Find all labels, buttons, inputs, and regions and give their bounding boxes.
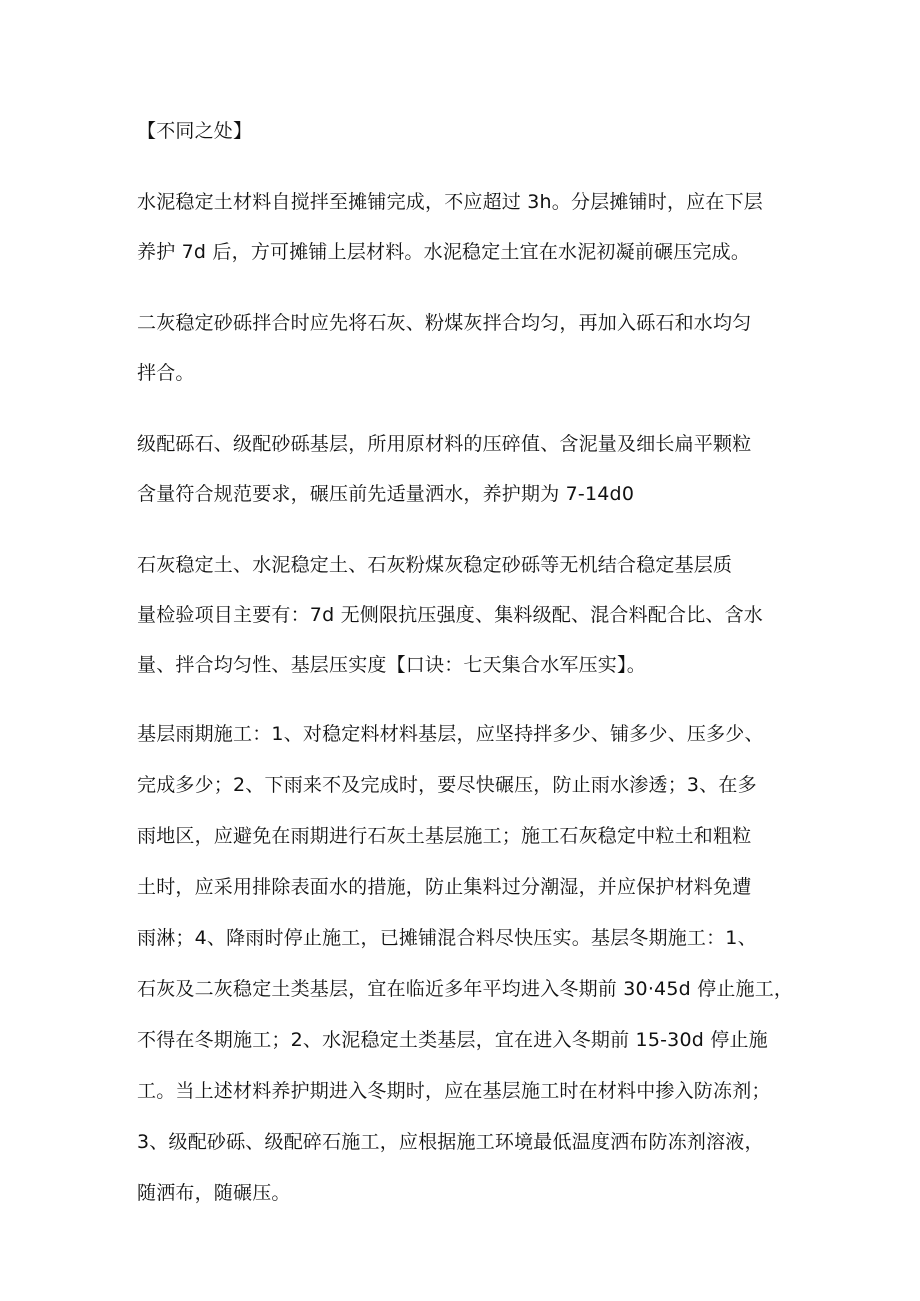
paragraph-1-line-1: 水泥稳定土材料自搅拌至摊铺完成，不应超过 3h。分层摊铺时，应在下层 (137, 191, 763, 213)
paragraph-5-line-1: 基层雨期施工：1、对稳定料材料基层，应坚持拌多少、铺多少、压多少、 (137, 723, 764, 745)
paragraph-5-line-6: 石灰及二灰稳定土类基层，宜在临近多年平均进入冬期前 30·45d 停止施工， (137, 978, 794, 1000)
paragraph-5-line-7: 不得在冬期施工；2、水泥稳定土类基层，宜在进入冬期前 15-30d 停止施 (137, 1029, 768, 1051)
paragraph-5-line-5: 雨淋；4、降雨时停止施工，已摊铺混合料尽快压实。基层冬期施工：1、 (137, 927, 757, 949)
section-heading: 【不同之处】 (137, 120, 253, 142)
paragraph-3-line-1: 级配砾石、级配砂砾基层，所用原材料的压碎值、含泥量及细长扁平颗粒 (137, 433, 752, 455)
paragraph-5-line-4: 土时，应采用排除表面水的措施，防止集料过分潮湿，并应保护材料免遭 (137, 876, 752, 898)
paragraph-3-line-2: 含量符合规范要求，碾压前先适量洒水，养护期为 7-14d0 (137, 483, 635, 505)
paragraph-5-line-2: 完成多少；2、下雨来不及完成时，要尽快碾压，防止雨水渗透；3、在多 (137, 774, 757, 796)
paragraph-5-line-10: 随洒布，随碾压。 (137, 1182, 291, 1204)
paragraph-2-line-1: 二灰稳定砂砾拌合时应先将石灰、粉煤灰拌合均匀，再加入砾石和水均匀 (137, 312, 752, 334)
paragraph-5-line-8: 工。当上述材料养护期进入冬期时，应在基层施工时在材料中掺入防冻剂； (137, 1080, 771, 1102)
paragraph-1-line-2: 养护 7d 后，方可摊铺上层材料。水泥稳定土宜在水泥初凝前碾压完成。 (137, 241, 751, 263)
paragraph-4-line-1: 石灰稳定土、水泥稳定土、石灰粉煤灰稳定砂砾等无机结合稳定基层质 (137, 554, 733, 576)
paragraph-5-line-9: 3、级配砂砾、级配碎石施工，应根据施工环境最低温度洒布防冻剂溶液， (137, 1131, 764, 1153)
paragraph-4-line-2: 量检验项目主要有：7d 无侧限抗压强度、集料级配、混合料配合比、含水 (137, 604, 763, 626)
paragraph-4-line-3: 量、拌合均匀性、基层压实度【口诀：七天集合水军压实】。 (137, 654, 646, 676)
paragraph-5-line-3: 雨地区，应避免在雨期进行石灰土基层施工；施工石灰稳定中粒土和粗粒 (137, 825, 752, 847)
paragraph-2-line-2: 拌合。 (137, 362, 195, 384)
